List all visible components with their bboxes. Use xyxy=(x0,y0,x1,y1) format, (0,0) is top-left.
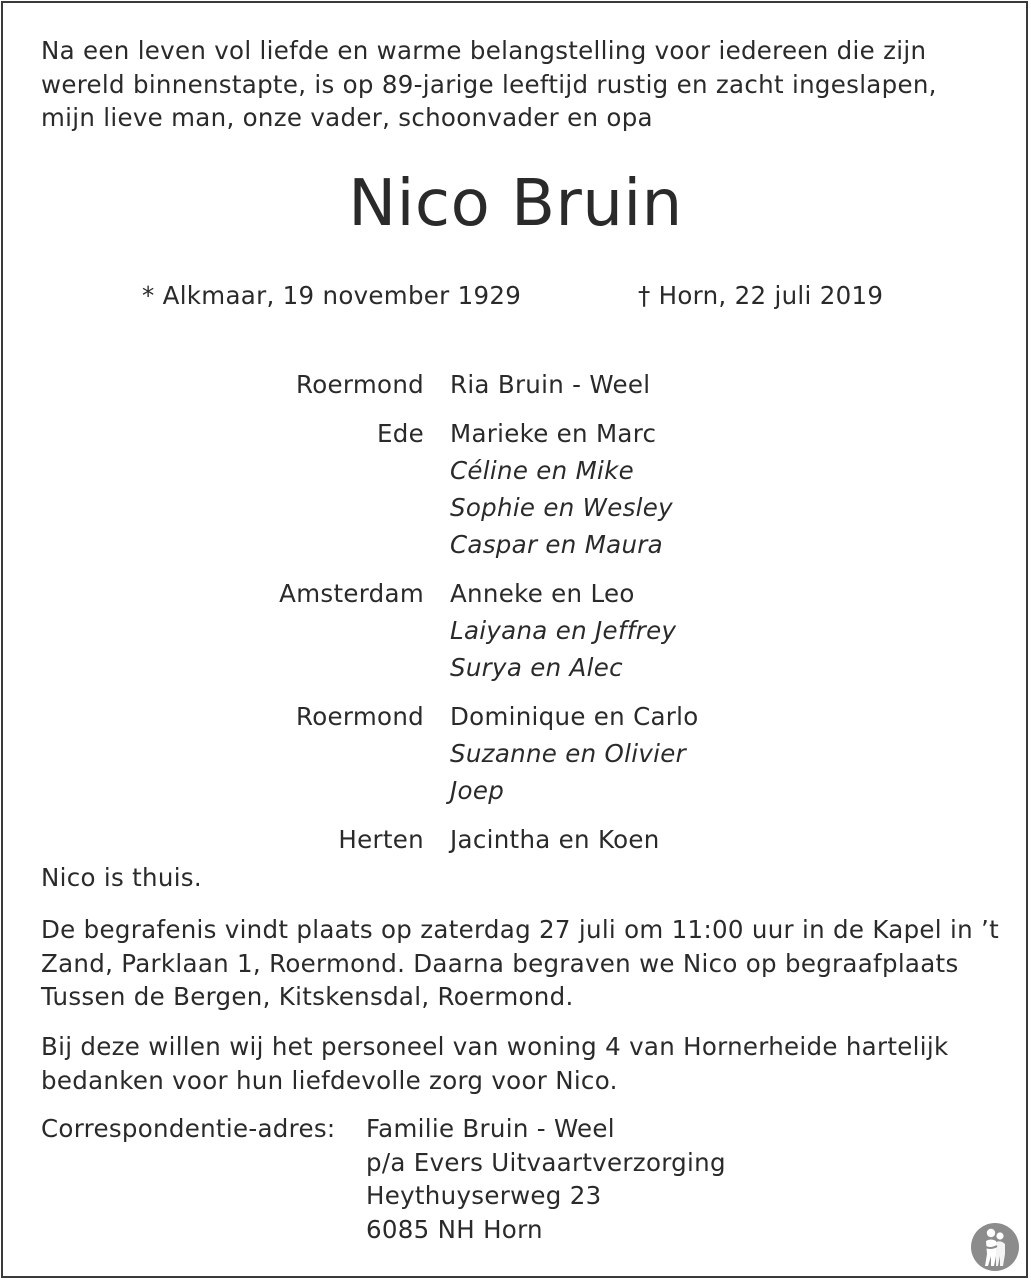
family-group xyxy=(0,698,1031,809)
home-note: Nico is thuis. xyxy=(41,863,202,892)
family-place: Roermond xyxy=(296,702,424,731)
family-grandchild: Joep xyxy=(450,776,505,805)
family-grandchild: Surya en Alec xyxy=(450,653,623,682)
family-names xyxy=(450,415,1031,563)
family-list xyxy=(0,366,1031,870)
correspondence-address xyxy=(366,1112,726,1246)
address-line: Familie Bruin - Weel xyxy=(366,1114,615,1143)
family-names xyxy=(450,821,1031,858)
family-child: Ria Bruin - Weel xyxy=(450,370,651,399)
family-grandchild: Sophie en Wesley xyxy=(450,493,673,522)
family-names xyxy=(450,698,1031,809)
family-child: Anneke en Leo xyxy=(450,579,635,608)
family-group xyxy=(0,821,1031,858)
address-line: Heythuyserweg 23 xyxy=(366,1181,602,1210)
family-group xyxy=(0,575,1031,686)
thanks-note: Bij deze willen wij het personeel van woning 4 van Hornerheide hartelijk bedanken voor hun liefdevolle zorg voor Nico. xyxy=(41,1032,949,1095)
family-place: Herten xyxy=(338,825,424,854)
death-date: † Horn, 22 juli 2019 xyxy=(638,281,884,310)
family-names xyxy=(450,575,1031,686)
birth-date: * Alkmaar, 19 november 1929 xyxy=(142,281,522,310)
embracing-figures-icon xyxy=(970,1222,1020,1272)
family-grandchild: Céline en Mike xyxy=(450,456,634,485)
family-grandchild: Caspar en Maura xyxy=(450,530,663,559)
family-place: Ede xyxy=(376,419,424,448)
family-group xyxy=(0,366,1031,403)
address-line: 6085 NH Horn xyxy=(366,1214,543,1244)
address-line: p/a Evers Uitvaartverzorging xyxy=(366,1147,726,1177)
intro-text: Na een leven vol liefde en warme belangstelling voor iedereen die zijn wereld binnenstapte, is op 89-jarige leeftijd rustig en zacht ingeslapen, mijn lieve man, onze vader, schoonvader en opa xyxy=(41,36,937,132)
family-place: Amsterdam xyxy=(279,579,424,608)
family-group xyxy=(0,415,1031,563)
family-child: Jacintha en Koen xyxy=(450,825,660,854)
family-grandchild: Laiyana en Jeffrey xyxy=(450,616,677,645)
family-child: Dominique en Carlo xyxy=(450,702,699,731)
deceased-name: Nico Bruin xyxy=(348,167,683,241)
family-grandchild: Suzanne en Olivier xyxy=(450,739,687,768)
family-child: Marieke en Marc xyxy=(450,419,657,448)
correspondence-label: Correspondentie-adres: xyxy=(41,1114,336,1143)
family-names xyxy=(450,366,1031,403)
funeral-details: De begrafenis vindt plaats op zaterdag 27 juli om 11:00 uur in de Kapel in ’t Zand, Parklaan 1, Roermond. Daarna begraven we Nico op begraafplaats Tussen de Bergen, Kitskensdal, Roermond. xyxy=(41,915,999,1011)
family-place: Roermond xyxy=(296,370,424,399)
